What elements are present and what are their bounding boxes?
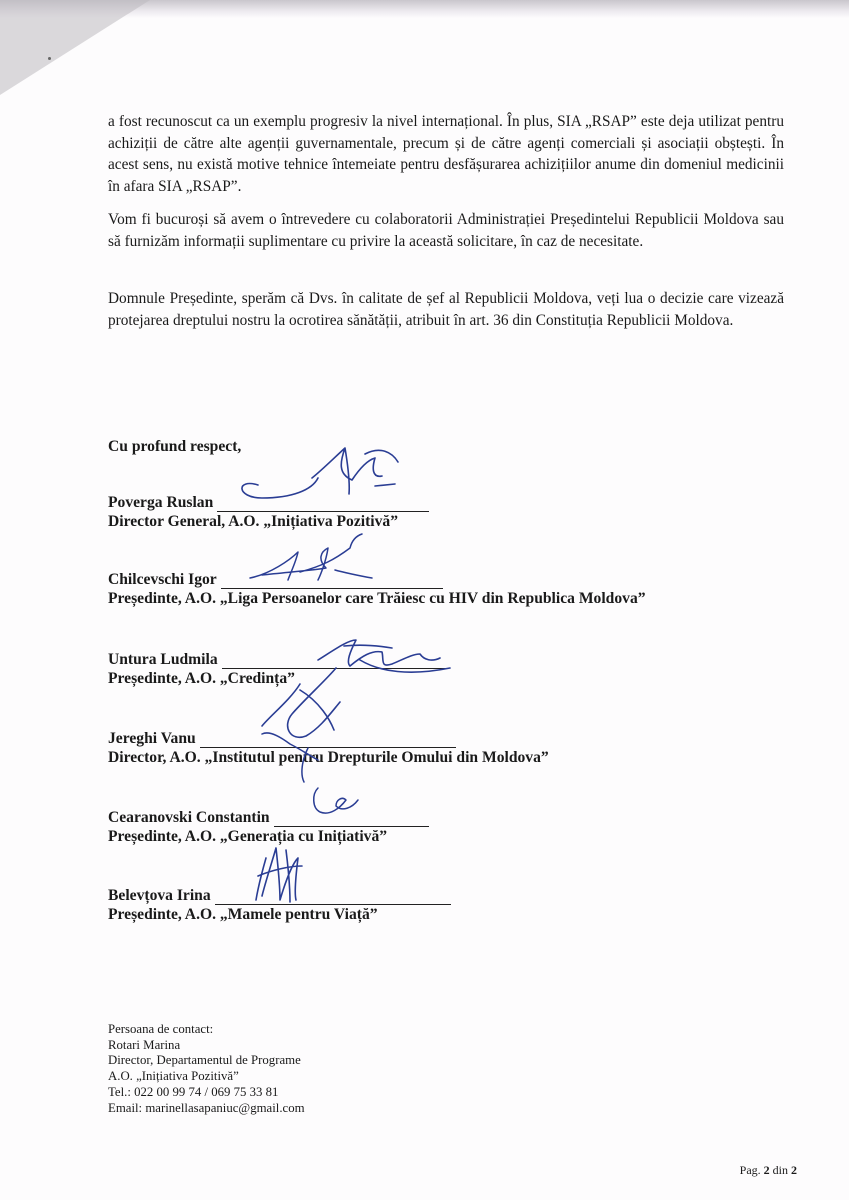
contact-email: Email: marinellasapaniuc@gmail.com — [108, 1100, 305, 1115]
signatory-title: Președinte, A.O. „Generația cu Inițiativă” — [108, 828, 388, 845]
signatory-block — [108, 493, 808, 531]
signatory-title: Președinte, A.O. „Mamele pentru Viață” — [108, 906, 378, 923]
page-middle: din — [772, 1163, 788, 1177]
paragraph-2: Vom fi bucuroși să avem o întrevedere cu colaboratorii Administrației Președintelui Republicii Moldova sau să furnizăm informații suplimentare cu privire la această solicitare, în caz de necesitate. — [108, 211, 784, 250]
signatory-block — [108, 650, 808, 688]
signatory-block — [108, 808, 808, 846]
signature-line — [221, 574, 443, 589]
signature-poverga — [242, 448, 398, 498]
signature-line — [274, 812, 429, 827]
signatory-name: Poverga Ruslan — [108, 494, 214, 511]
page-prefix: Pag. — [739, 1163, 761, 1177]
paragraph-1: a fost recunoscut ca un exemplu progresiv la nivel internațional. În plus, SIA „RSAP” este deja utilizat pentru achiziții de către alte agenții guvernamentale, precum și de către agenți comerciali și asociații obștești. În acest sens, nu există motive tehnice întemeiate pentru desfășurarea achizițiilor anume din domeniul medicinii în afara SIA „RSAP”. — [108, 113, 784, 195]
closing-salutation: Cu profund respect, — [108, 438, 242, 455]
signatory-title: Președinte, A.O. „Liga Persoanelor care Trăiesc cu HIV din Republica Moldova” — [108, 590, 646, 607]
contact-phone: Tel.: 022 00 99 74 / 069 75 33 81 — [108, 1084, 279, 1099]
paragraph-3: Domnule Președinte, sperăm că Dvs. în calitate de șef al Republicii Moldova, veți lua o decizie care vizează protejarea dreptului nostru la ocrotirea sănătății, atribuit în art. 36 din Constituția Republicii Moldova. — [108, 290, 784, 329]
signatory-block — [108, 886, 808, 924]
signatory-block — [108, 570, 808, 608]
contact-position: Director, Departamentul de Programe — [108, 1053, 301, 1068]
page-number — [740, 1163, 797, 1178]
signature-line — [215, 890, 451, 905]
signature-line — [217, 497, 429, 512]
scan-speck — [48, 57, 51, 60]
contact-name: Rotari Marina — [108, 1037, 181, 1052]
page-total: 2 — [791, 1163, 797, 1177]
contact-heading: Persoana de contact: — [108, 1022, 214, 1036]
signatory-block — [108, 729, 808, 767]
signatory-title: Președinte, A.O. „Credința” — [108, 670, 295, 687]
contact-organization: A.O. „Inițiativa Pozitivă” — [108, 1069, 239, 1084]
folded-corner — [0, 0, 150, 95]
signatory-name: Chilcevschi Igor — [108, 571, 217, 588]
page-current: 2 — [763, 1163, 770, 1177]
signatory-title: Director, A.O. „Institutul pentru Drepturile Omului din Moldova” — [108, 749, 549, 766]
signature-line — [200, 733, 456, 748]
signatory-name: Cearanovski Constantin — [108, 809, 270, 826]
signatory-name: Jereghi Vanu — [108, 730, 196, 747]
signatory-name: Untura Ludmila — [108, 651, 218, 668]
contact-person — [108, 1022, 305, 1116]
signature-line — [222, 654, 446, 669]
signatory-title: Director General, A.O. „Inițiativa Pozitivă” — [108, 513, 399, 530]
signatory-name: Belevțova Irina — [108, 887, 211, 904]
